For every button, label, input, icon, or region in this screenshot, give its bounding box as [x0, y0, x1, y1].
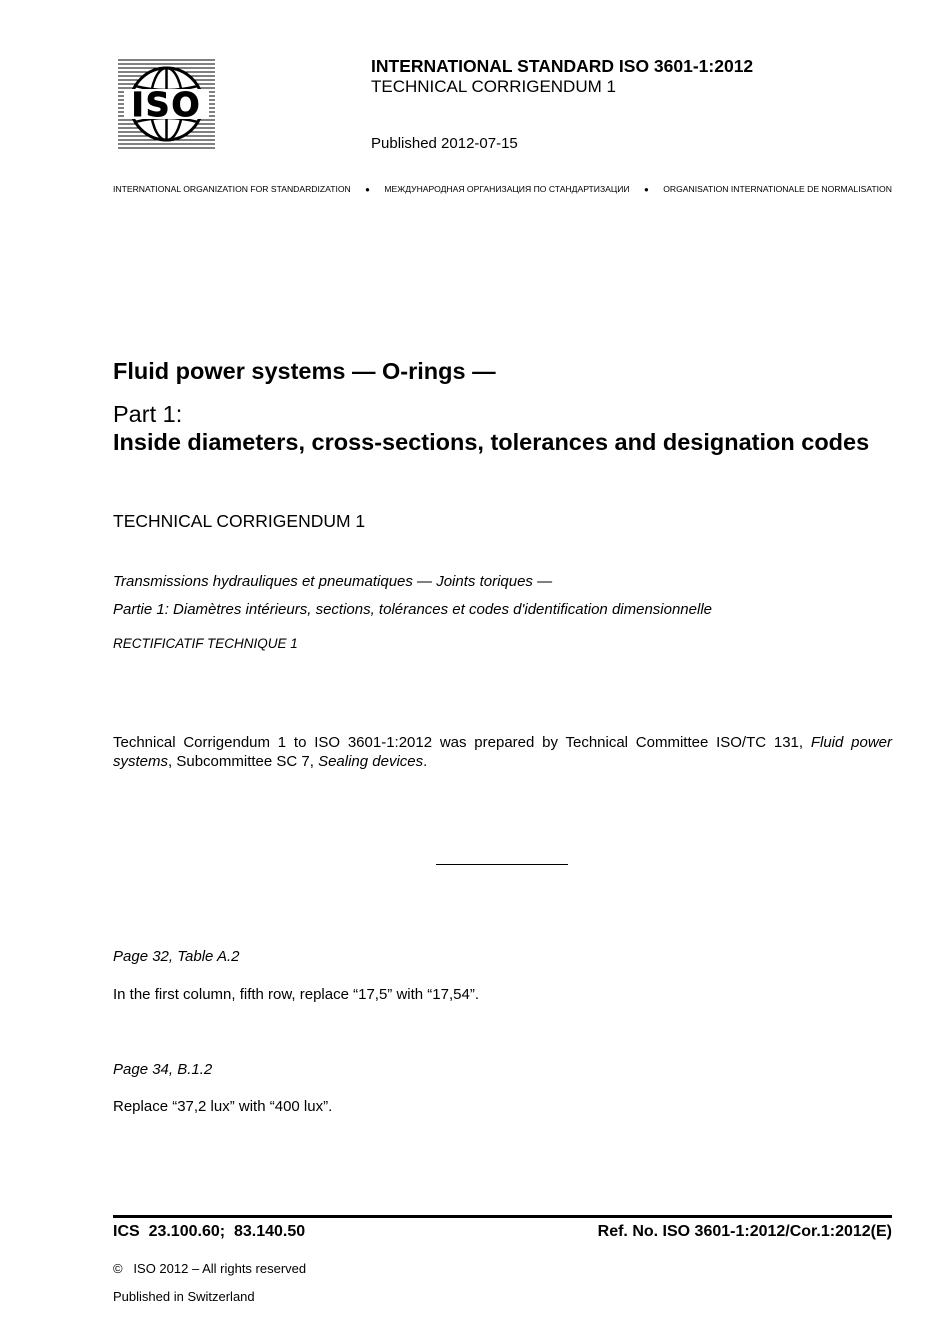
- intro-text: .: [423, 753, 428, 770]
- correction-text: In the first column, fifth row, replace “17,5” with “17,54”.: [113, 986, 479, 1003]
- document-title: Fluid power systems — O-rings —: [113, 358, 496, 384]
- document-subtitle: Inside diameters, cross-sections, tolerances and designation codes: [113, 429, 870, 455]
- organization-name-fr: ORGANISATION INTERNATIONALE DE NORMALISATION: [663, 184, 892, 194]
- published-in: Published in Switzerland: [113, 1289, 255, 1304]
- bullet-separator: ●: [365, 184, 370, 194]
- organization-names: [113, 184, 892, 194]
- french-title-line-2: Partie 1: Diamètres intérieurs, sections, tolérances et codes d'identification dimensionnelle: [113, 601, 713, 618]
- correction-text: Replace “37,2 lux” with “400 lux”.: [113, 1098, 333, 1115]
- intro-paragraph: [113, 733, 892, 771]
- reference-number: Ref. No. ISO 3601-1:2012/Cor.1:2012(E): [597, 1223, 892, 1240]
- organization-name-en: INTERNATIONAL ORGANIZATION FOR STANDARDIZATION: [113, 184, 351, 194]
- standard-title: INTERNATIONAL STANDARD ISO 3601-1:2012: [371, 56, 754, 76]
- corrigendum-heading: TECHNICAL CORRIGENDUM 1: [113, 511, 366, 531]
- copyright-notice: © ISO 2012 – All rights reserved: [113, 1261, 307, 1276]
- correction-reference: Page 34, B.1.2: [113, 1061, 213, 1078]
- part-label: Part 1:: [113, 401, 183, 427]
- section-divider: [436, 864, 568, 865]
- corrigendum-label: TECHNICAL CORRIGENDUM 1: [371, 77, 616, 96]
- published-date: Published 2012-07-15: [371, 135, 518, 152]
- intro-text: , Subcommittee SC 7,: [168, 753, 319, 770]
- footer-rule: [113, 1215, 892, 1218]
- organization-name-ru: МЕЖДУНАРОДНАЯ ОРГАНИЗАЦИЯ ПО СТАНДАРТИЗАЦИИ: [384, 184, 630, 194]
- french-title-line-1: Transmissions hydrauliques et pneumatiques — Joints toriques —: [113, 573, 553, 590]
- correction-reference: Page 32, Table A.2: [113, 948, 240, 965]
- intro-committee-title: Fluid power systems: [113, 734, 892, 770]
- iso-logo-lettering: ISO: [131, 85, 202, 124]
- french-title-line-3: RECTIFICATIF TECHNIQUE 1: [113, 636, 298, 651]
- iso-logo: [118, 58, 215, 151]
- bullet-separator: ●: [644, 184, 649, 194]
- ics-codes: ICS 23.100.60; 83.140.50: [113, 1223, 306, 1240]
- intro-subcommittee-title: Sealing devices: [318, 753, 424, 770]
- intro-text: Technical Corrigendum 1 to ISO 3601-1:2012 was prepared by Technical Committee ISO/TC 131,: [113, 734, 811, 751]
